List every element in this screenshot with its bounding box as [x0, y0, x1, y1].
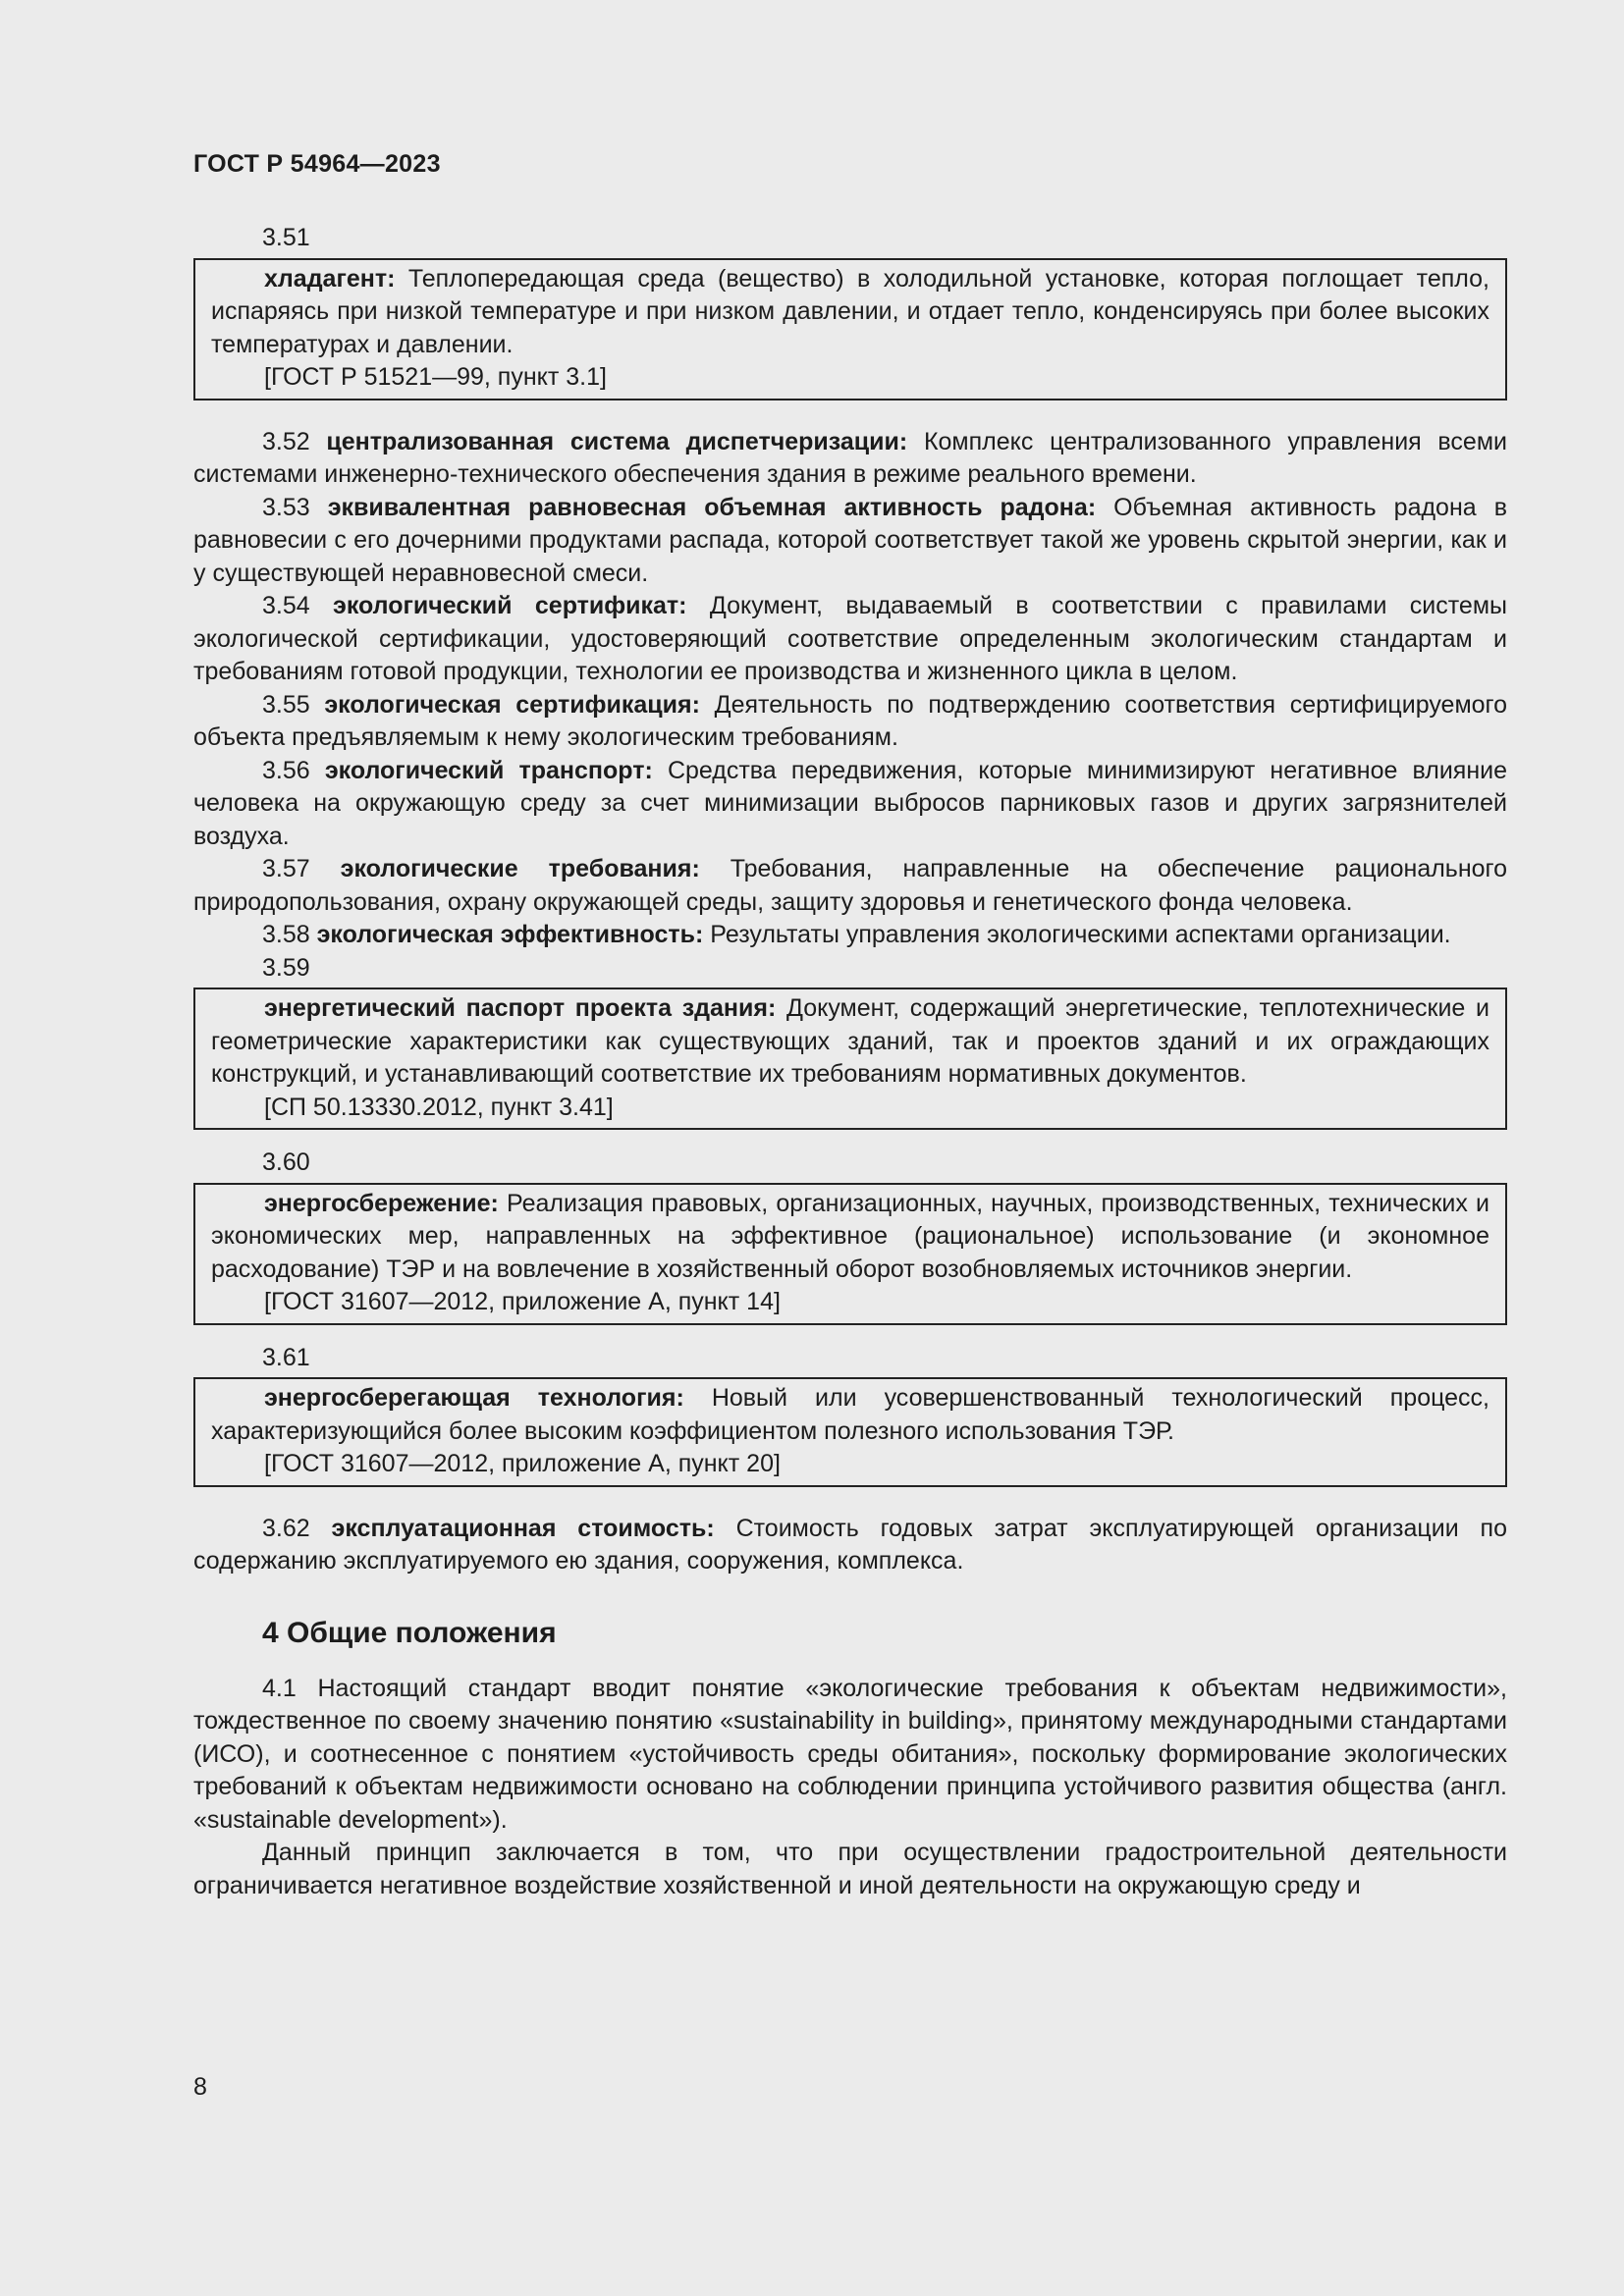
- definition-text-3-53: Объемная активность радона в равновесии с его дочерними продуктами распада, которой соответствует такой же уровень скрытой энергии, как и у существующей неравновесной смеси.: [193, 493, 1507, 587]
- source-3-60: [ГОСТ 31607—2012, приложение А, пункт 14]: [264, 1288, 781, 1315]
- term-3-52: централизованная система диспетчеризации:: [326, 427, 908, 455]
- definition-3-54: [193, 590, 1507, 689]
- definition-3-56: [193, 755, 1507, 854]
- page-content: [193, 222, 1507, 1902]
- definition-box-3-59: [193, 988, 1507, 1130]
- term-3-54: экологический сертификат:: [333, 592, 687, 619]
- entry-number-3-53: 3.53: [262, 493, 328, 521]
- entry-number-3-55: 3.55: [262, 690, 325, 719]
- definition-3-51: [211, 263, 1489, 362]
- entry-number-3-61: 3.61: [262, 1343, 310, 1371]
- section-title: 4 Общие положения: [262, 1616, 557, 1649]
- definition-3-55: [193, 689, 1507, 755]
- entry-number-3-51: 3.51: [262, 224, 310, 251]
- source-3-59: [СП 50.13330.2012, пункт 3.41]: [264, 1093, 614, 1121]
- document-code-header: ГОСТ Р 54964—2023: [193, 150, 441, 178]
- definition-text-3-59: Документ, содержащий энергетические, теплотехнические и геометрические характеристики как существующих зданий, так и проектов зданий и их ограждающих конструкций, и устанавливающий соответствие их требованиям нормативных документов.: [211, 994, 1489, 1088]
- definition-box-3-51: [193, 258, 1507, 400]
- term-3-56: экологический транспорт:: [324, 756, 653, 784]
- paragraph-4-1: 4.1 Настоящий стандарт вводит понятие «экологические требования к объектам недвижимости», тождественное по своему значению понятию «sustainability in building», принятому международными стандартами (ИСО), и соотнесенное с понятием «устойчивость среды обитания», поскольку формирование экологических требований к объектам недвижимости основано на соблюдении принципа устойчивого развития общества (англ. «sustainable development»).: [193, 1674, 1507, 1834]
- entry-number-3-54: 3.54: [262, 592, 334, 619]
- definition-3-52: [193, 426, 1507, 492]
- entry-number-3-56: 3.56: [262, 756, 325, 784]
- definition-3-60: [211, 1188, 1489, 1287]
- entry-number-3-57: 3.57: [262, 855, 341, 882]
- entry-number-3-52: 3.52: [262, 427, 327, 455]
- paragraph-principle: Данный принцип заключается в том, что при осуществлении градостроительной деятельности ограничивается негативное воздействие хозяйственной и иной деятельности на окружающую среду и: [193, 1839, 1507, 1899]
- definition-text-3-58: Результаты управления экологическими аспектами организации.: [703, 921, 1451, 948]
- definition-text-3-55: Деятельность по подтверждению соответствия сертифицируемого объекта предъявляемым к нему экологическим требованиям.: [193, 690, 1508, 751]
- definition-text-3-54: Документ, выдаваемый в соответствии с правилами системы экологической сертификации, удостоверяющий соответствие определенным экологическим стандартам и требованиям готовой продукции, технологии ее производства и жизненного цикла в целом.: [193, 592, 1507, 685]
- definition-3-58: [193, 919, 1507, 952]
- entry-number-3-59: 3.59: [262, 953, 310, 982]
- term-3-55: экологическая сертификация:: [324, 690, 700, 719]
- definition-text-3-51: Теплопередающая среда (вещество) в холодильной установке, которая поглощает тепло, испаряясь при низкой температуре и при низком давлении, и отдает тепло, конденсируясь при более высоких температурах и давлении.: [211, 264, 1489, 358]
- term-3-60: энергосбережение:: [264, 1189, 499, 1217]
- definition-3-62: [193, 1513, 1507, 1578]
- definition-box-3-60: [193, 1183, 1507, 1325]
- source-3-61: [ГОСТ 31607—2012, приложение А, пункт 20]: [264, 1450, 781, 1477]
- term-3-58: экологическая эффективность:: [316, 921, 704, 948]
- definition-text-3-52: Комплекс централизованного управления всеми системами инженерно-технического обеспечения здания в режиме реального времени.: [193, 427, 1507, 488]
- definition-3-57: [193, 853, 1507, 919]
- definition-text-3-56: Средства передвижения, которые минимизируют негативное влияние человека на окружающую среду за счет минимизации выбросов парниковых газов и других загрязнителей воздуха.: [193, 756, 1508, 850]
- page-number: 8: [193, 2073, 207, 2101]
- entry-number-3-62: 3.62: [262, 1514, 332, 1542]
- entry-number-3-60: 3.60: [262, 1148, 310, 1176]
- definition-text-3-62: Стоимость годовых затрат эксплуатирующей организации по содержанию эксплуатируемого ею здания, сооружения, комплекса.: [193, 1514, 1507, 1575]
- definition-3-61: [211, 1382, 1489, 1448]
- definition-3-53: [193, 492, 1507, 591]
- definition-3-59: [211, 992, 1489, 1092]
- entry-number-3-58: 3.58: [262, 921, 317, 948]
- term-3-53: эквивалентная равновесная объемная активность радона:: [327, 493, 1097, 521]
- definition-text-3-60: Реализация правовых, организационных, научных, производственных, технических и экономических мер, направленных на эффективное (рациональное) использование (и экономное расходование) ТЭР и на вовлечение в хозяйственный оборот возобновляемых источников энергии.: [211, 1189, 1489, 1283]
- definition-box-3-61: [193, 1377, 1507, 1487]
- definition-text-3-61: Новый или усовершенствованный технологический процесс, характеризующийся более высоким коэффициентом полезного использования ТЭР.: [211, 1384, 1489, 1445]
- term-3-59: энергетический паспорт проекта здания:: [264, 994, 777, 1022]
- term-3-62: эксплуатационная стоимость:: [331, 1514, 715, 1542]
- term-3-57: экологические требования:: [340, 855, 700, 882]
- source-3-51: [ГОСТ Р 51521—99, пункт 3.1]: [264, 363, 607, 391]
- term-3-61: энергосберегающая технология:: [264, 1384, 684, 1412]
- term-3-51: хладагент:: [264, 264, 396, 293]
- definition-text-3-57: Требования, направленные на обеспечение рационального природопользования, охрану окружающей среды, защиту здоровья и генетического фонда человека.: [193, 855, 1508, 916]
